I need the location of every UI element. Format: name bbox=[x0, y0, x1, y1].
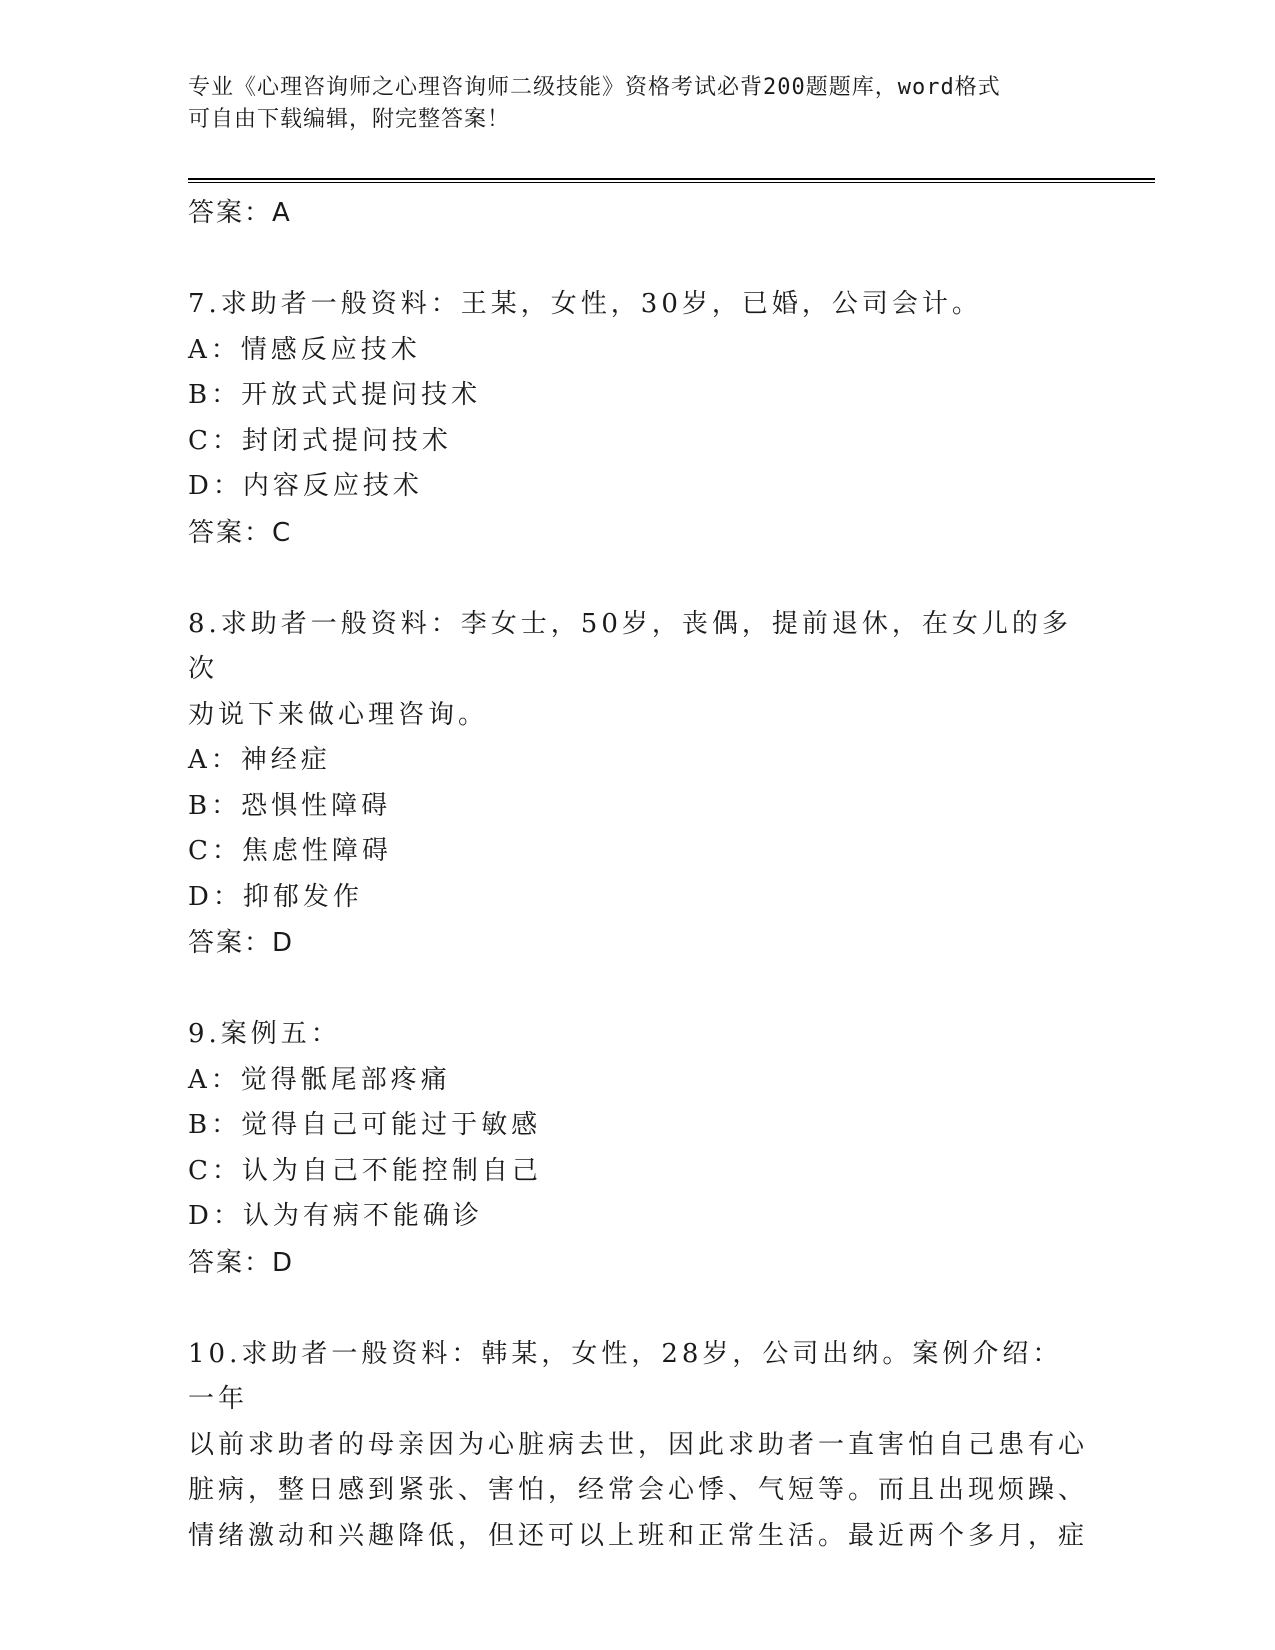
option-c: C：焦虑性障碍 bbox=[188, 836, 392, 866]
option-c: C：封闭式提问技术 bbox=[188, 425, 452, 456]
answer-line: 答案：D bbox=[188, 1247, 295, 1278]
answer-line: 答案：D bbox=[188, 928, 295, 958]
question-text-line-3: 脏病，整日感到紧张、害怕，经常会心悸、气短等。而且出现烦躁、 bbox=[188, 1475, 1089, 1505]
answer-line: 答案：A bbox=[188, 198, 292, 228]
question-text-line-4: 情绪激动和兴趣降低，但还可以上班和正常生活。最近两个多月，症 bbox=[188, 1520, 1089, 1551]
option-a: A：神经症 bbox=[188, 745, 331, 775]
option-a: A：情感反应技术 bbox=[188, 334, 421, 365]
option-d: D：认为有病不能确诊 bbox=[188, 1201, 483, 1231]
option-d: D：内容反应技术 bbox=[188, 471, 423, 501]
question-8 bbox=[188, 602, 1088, 967]
header-title-line-1: 专业《心理咨询师之心理咨询师二级技能》资格考试必背200题题库，word格式 bbox=[188, 75, 1001, 100]
question-text-line-2: 劝说下来做心理咨询。 bbox=[188, 699, 489, 730]
question-text-line-2: 以前求助者的母亲因为心脏病去世，因此求助者一直害怕自己患有心 bbox=[188, 1429, 1089, 1460]
option-c: C：认为自己不能控制自己 bbox=[188, 1155, 542, 1186]
option-b: B：恐惧性障碍 bbox=[188, 790, 392, 821]
page-header bbox=[188, 72, 1078, 136]
option-b: B：觉得自己可能过于敏感 bbox=[188, 1110, 542, 1140]
option-a: A：觉得骶尾部疼痛 bbox=[188, 1064, 451, 1095]
answer-line: 答案：C bbox=[188, 517, 293, 548]
question-text-line-1: 8.求助者一般资料：李女士，50岁，丧偶，提前退休，在女儿的多次 bbox=[188, 608, 1072, 684]
header-divider bbox=[188, 178, 1155, 183]
option-b: B：开放式式提问技术 bbox=[188, 380, 482, 410]
question-text: 7.求助者一般资料：王某，女性，30岁，已婚，公司会计。 bbox=[188, 289, 982, 319]
question-10 bbox=[188, 1332, 1088, 1560]
question-9 bbox=[188, 1012, 1088, 1286]
question-7 bbox=[188, 282, 1088, 556]
header-title-line-2: 可自由下载编辑，附完整答案！ bbox=[188, 107, 511, 132]
question-text-line-1: 10.求助者一般资料：韩某，女性，28岁，公司出纳。案例介绍：一年 bbox=[188, 1338, 1063, 1414]
document-content bbox=[188, 190, 1088, 1559]
option-d: D：抑郁发作 bbox=[188, 881, 363, 912]
question-text: 9.案例五： bbox=[188, 1019, 341, 1049]
